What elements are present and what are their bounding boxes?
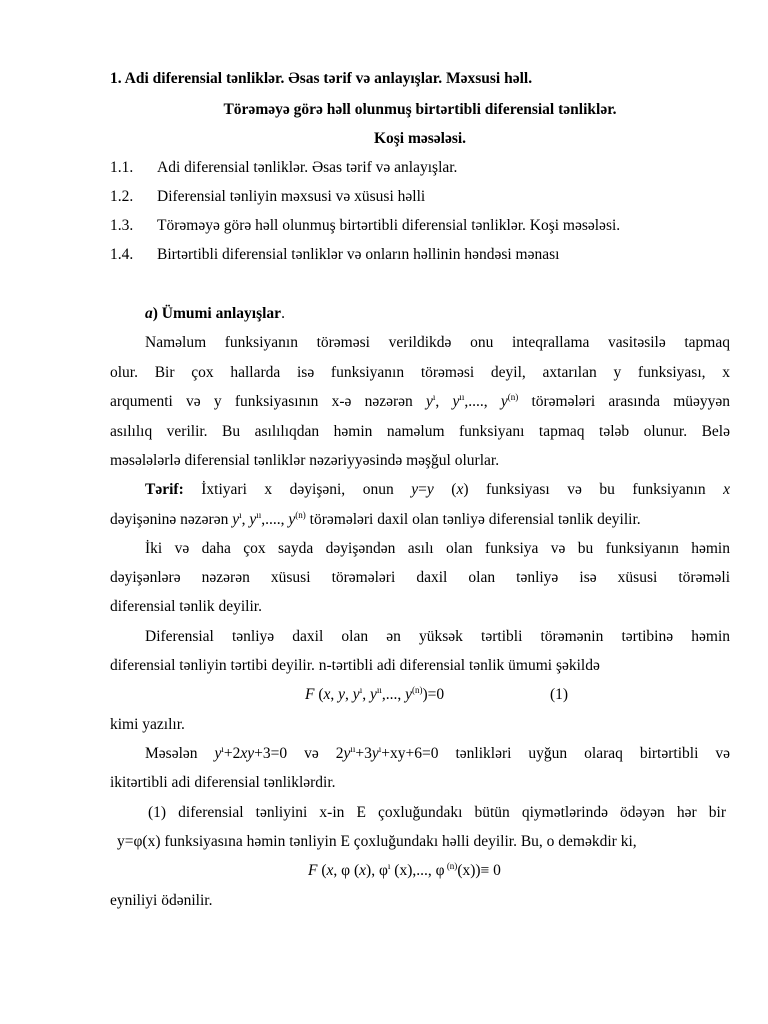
definition-line-2: dəyişəninə nəzərən $y^ı$, $y^{ıı}$,...., $y^{(n)}$ törəmələri daxil olan tənliyə diferensial tənlik deyilir.	[110, 510, 641, 528]
toc-number-1: 1.1.	[110, 159, 134, 176]
paragraph-6-line-1: (1) diferensial tənliyini x-in E çoxluğundakı bütün qiymətlərində ödəyən hər bir	[148, 804, 726, 821]
section-paren: )	[152, 305, 158, 322]
paragraph-5-line-1: Məsələn $y^ı+2xy+3=0$ və $2y^{ıı}+3y^ı+xy+6=0$ tənlikləri uyğun olaraq birtərtibli və	[145, 744, 730, 762]
section-title: Ümumi anlayışlar	[157, 305, 282, 322]
toc-item-1: Adi diferensial tənliklər. Əsas tərif və anlayışlar.	[157, 159, 458, 176]
heading-line-2: Törəməyə görə həll olunmuş birtərtibli diferensial tənliklər.	[223, 101, 617, 118]
paragraph-1-line-3: arqumenti və y funksiyasının x-ə nəzərən $y^ı$, $y^{ıı}$,...., $y^{(n)}$ törəmələri arasında müəyyən	[110, 392, 731, 410]
paragraph-7-line-1: eyniliyi ödənilir.	[110, 892, 213, 909]
definition-line-1: Tərif: İxtiyari x dəyişəni, onun y=y (x) funksiyası və bu funksiyanın x	[145, 481, 730, 498]
toc-item-4: Birtərtibli diferensial tənliklər və onların həllinin həndəsi mənası	[157, 246, 560, 263]
paragraph-2-line-2: dəyişənlərə nəzərən xüsusi törəmələri daxil olan tənliyə isə xüsusi törəməli	[110, 569, 730, 586]
toc-item-2: Diferensial tənliyin məxsusi və xüsusi həlli	[157, 188, 426, 205]
toc-number-2: 1.2.	[110, 188, 134, 205]
equation-1: F (x, y, $y^ı$, $y^{ıı}$,..., $y^{(n)})=0$	[305, 685, 445, 703]
paragraph-1-line-4: asılılıq verilir. Bu asılılıqdan həmin naməlum funksiyanı tapmaq tələb olunur. Belə	[110, 423, 730, 440]
paragraph-2-line-3: diferensial tənlik deyilir.	[110, 598, 262, 615]
paragraph-6-line-2: y=φ(x) funksiyasına həmin tənliyin E çoxluğundakı həlli deyilir. Bu, o deməkdir ki,	[117, 833, 637, 850]
equation-1-number: (1)	[550, 686, 569, 703]
section-heading	[145, 305, 285, 323]
heading-line-3: Koşi məsələsi.	[373, 130, 467, 147]
paragraph-5-line-2: ikitərtibli adi diferensial tənliklərdir.	[110, 774, 336, 791]
section-dot: .	[281, 305, 285, 322]
toc-number-4: 1.4.	[110, 246, 134, 263]
paragraph-2-line-1: İki və daha çox sayda dəyişəndən asılı olan funksiya və bu funksiyanın həmin	[145, 540, 730, 557]
section-letter: a	[145, 305, 153, 322]
definition-label: Tərif:	[145, 481, 184, 498]
paragraph-3-line-1: Diferensial tənliyə daxil olan ən yüksək tərtibli törəmənin tərtibinə həmin	[145, 628, 730, 645]
toc-number-3: 1.3.	[110, 217, 134, 234]
paragraph-1-line-5: məsələlərlə diferensial tənliklər nəzəriyyəsində məşğul olurlar.	[110, 452, 500, 469]
paragraph-3-line-2: diferensial tənliyin tərtibi deyilir. n-tərtibli adi diferensial tənlik ümumi şəkildə	[110, 657, 600, 674]
heading-line-1: 1. Adi diferensial tənliklər. Əsas tərif və anlayışlar. Məxsusi həll.	[110, 70, 533, 87]
paragraph-1-line-2: olur. Bir çox hallarda isə funksiyanın törəməsi deyil, axtarılan y funksiyası, x	[110, 364, 730, 381]
toc-item-3: Törəməyə görə həll olunmuş birtərtibli diferensial tənliklər. Koşi məsələsi.	[157, 217, 621, 234]
paragraph-4-line-1: kimi yazılır.	[110, 716, 185, 733]
paragraph-1-line-1: Naməlum funksiyanın törəməsi verildikdə onu inteqrallama vasitəsilə tapmaq	[145, 334, 730, 351]
equation-2: F (x, φ (x), $\varphi^ı$ (x),..., φ $^{(n)}$(x))≡ 0	[308, 861, 501, 879]
